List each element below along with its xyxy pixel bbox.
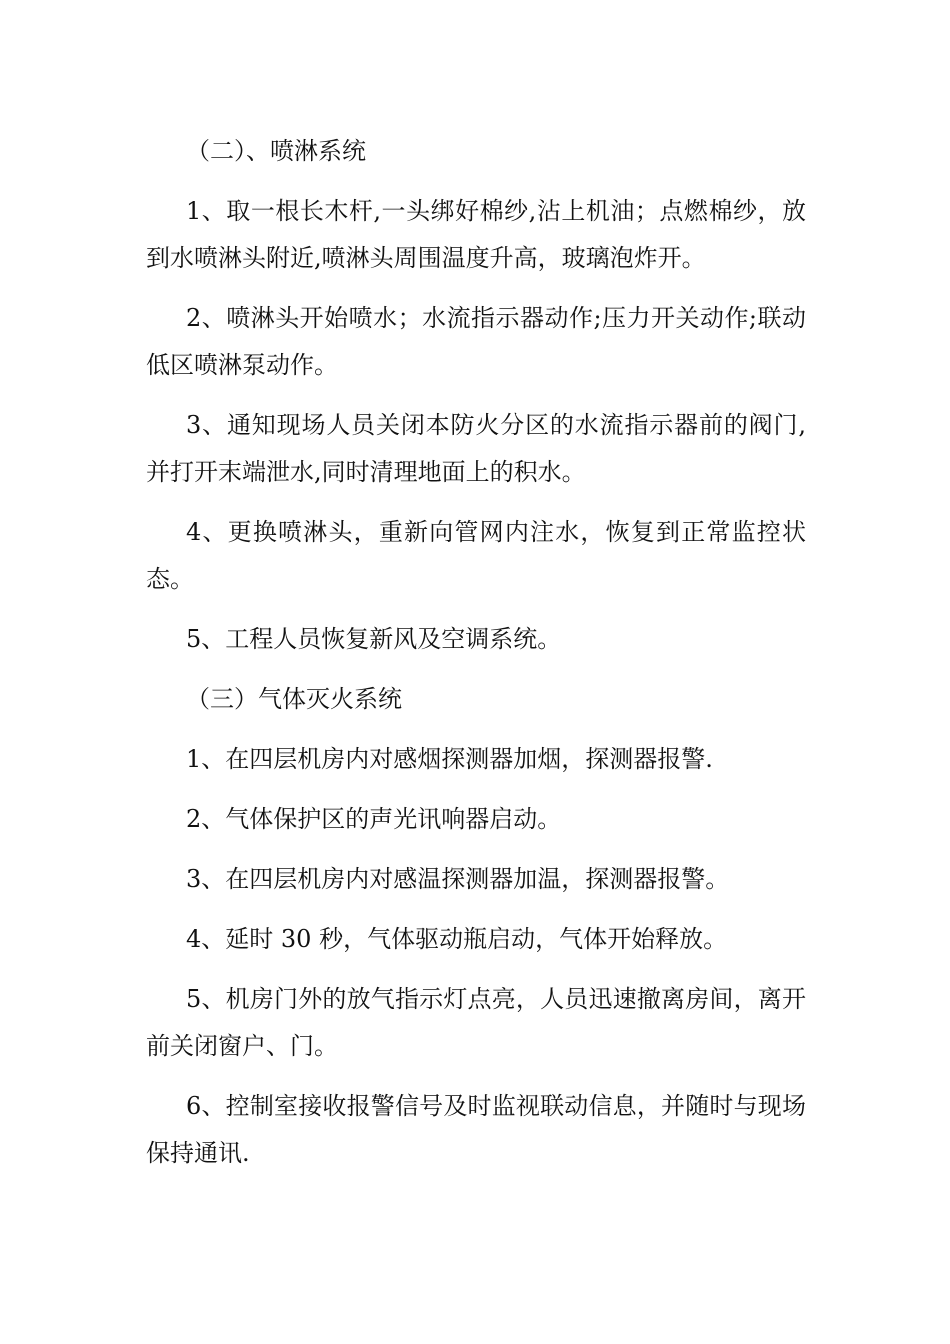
gas-step-5: 5、机房门外的放气指示灯点亮，人员迅速撤离房间，离开前关闭窗户、门。: [146, 985, 806, 1060]
sprinkler-step-3: 3、通知现场人员关闭本防火分区的水流指示器前的阀门,并打开末端泄水,同时清理地面上的积水。: [146, 411, 806, 486]
section-heading-gas-suppression: （三）气体灭火系统: [186, 685, 402, 713]
gas-step-6: 6、控制室接收报警信号及时监视联动信息，并随时与现场保持通讯.: [146, 1092, 806, 1167]
gas-step-4: 4、延时 30 秒，气体驱动瓶启动，气体开始释放。: [186, 925, 728, 953]
gas-step-1: 1、在四层机房内对感烟探测器加烟，探测器报警.: [186, 745, 713, 773]
sprinkler-step-2: 2、喷淋头开始喷水；水流指示器动作;压力开关动作;联动低区喷淋泵动作。: [146, 304, 806, 379]
gas-step-2: 2、气体保护区的声光讯响器启动。: [186, 805, 562, 833]
sprinkler-step-5: 5、工程人员恢复新风及空调系统。: [186, 625, 562, 653]
sprinkler-step-1: 1、取一根长木杆,一头绑好棉纱,沾上机油；点燃棉纱，放到水喷淋头附近,喷淋头周围温度升高，玻璃泡炸开。: [146, 197, 806, 272]
gas-step-3: 3、在四层机房内对感温探测器加温，探测器报警。: [186, 865, 730, 893]
document-page: [146, 128, 806, 1190]
section-heading-sprinkler: （二）、喷淋系统: [186, 137, 366, 165]
sprinkler-step-4: 4、更换喷淋头，重新向管网内注水，恢复到正常监控状态。: [146, 518, 806, 593]
